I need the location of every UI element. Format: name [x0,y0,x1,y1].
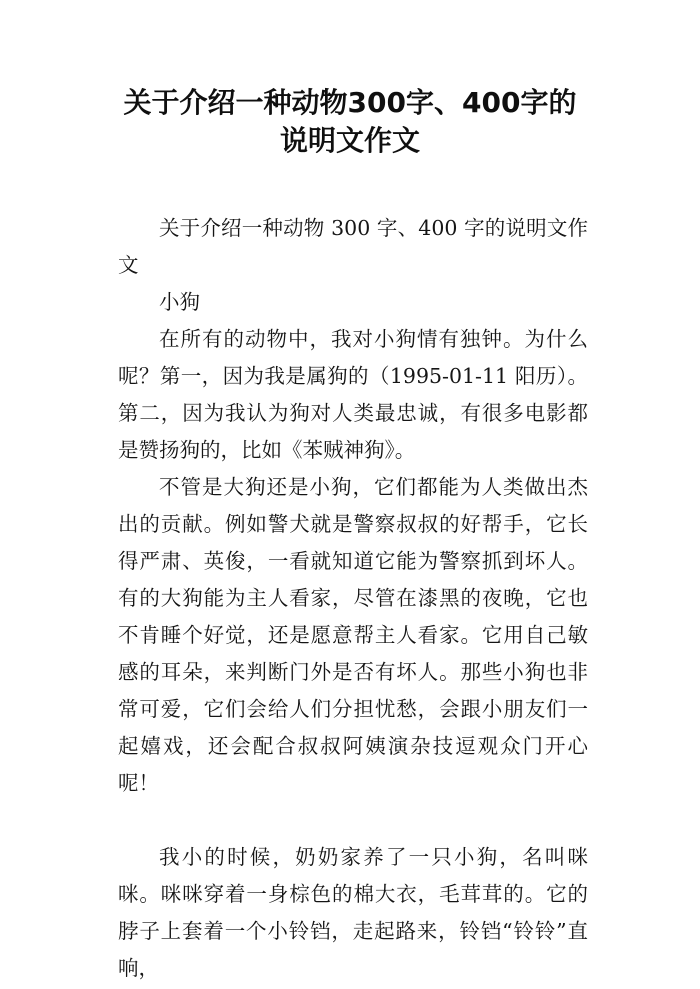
document-body [118,210,588,987]
paragraph: 在所有的动物中，我对小狗情有独钟。为什么呢？第一，因为我是属狗的（1995-01-11 阳历）。第二，因为我认为狗对人类最忠诚，有很多电影都是赞扬狗的，比如《苯贼神狗》。 [118,327,588,462]
paragraph-subtitle: 小狗 [159,290,200,314]
title-line-1: 关于介绍一种动物300字、400字的 [123,86,577,119]
paragraph: 我小的时候，奶奶家养了一只小狗，名叫咪咪。咪咪穿着一身棕色的棉大衣，毛茸茸的。它的脖子上套着一个小铃铛，走起路来，铃铛“铃铃”直响， [118,845,588,980]
paragraph: 不管是大狗还是小狗，它们都能为人类做出杰出的贡献。例如警犬就是警察叔叔的好帮手，它长得严肃、英俊，一看就知道它能为警察抓到坏人。有的大狗能为主人看家，尽管在漆黑的夜晚，它也不肯睡个好觉，还是愿意帮主人看家。它用自己敏感的耳朵，来判断门外是否有坏人。那些小狗也非常可爱，它们会给人们分担忧愁，会跟小朋友们一起嬉戏，还会配合叔叔阿姨演杂技逗观众门开心呢！ [118,475,588,795]
document-title [0,84,700,160]
title-line-2: 说明文作文 [279,124,420,157]
paragraph-heading: 关于介绍一种动物 300 字、400 字的说明文作文 [118,216,588,277]
